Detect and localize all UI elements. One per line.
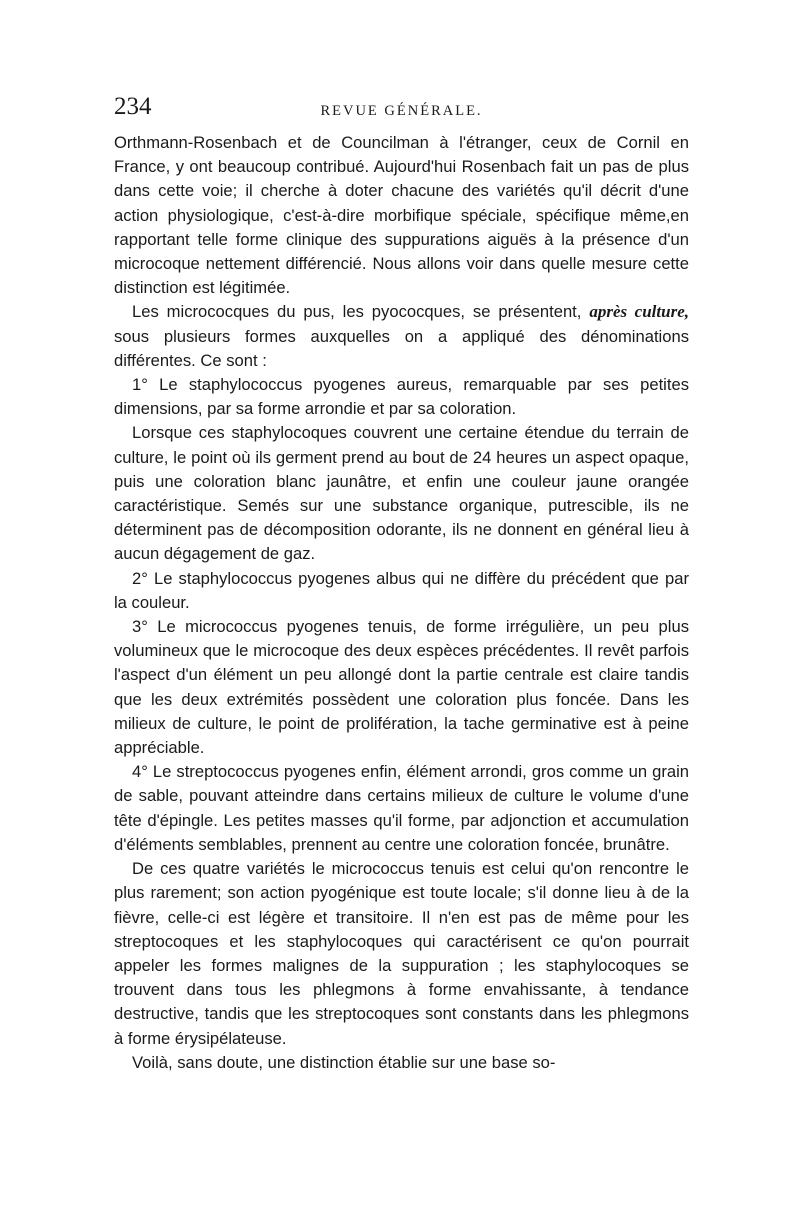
page-number: 234 bbox=[114, 93, 152, 120]
paragraph: De ces quatre variétés le micrococcus tenuis est celui qu'on rencontre le plus rarement; son action pyogénique est toute locale; s'il donne lieu à de la fièvre, celle-ci est légère et transitoire. Il n'en est pas de même pour les streptocoques et les staphylocoques qui caractérisent ce qu'on pourrait appeler les formes malignes de la suppuration ; les staphylocoques se trouvent dans tous les phlegmons à forme envahissante, à tendance destructive, tandis que les streptocoques sont constants dans les phlegmons à forme érysipélateuse. bbox=[114, 859, 689, 1048]
paragraph-text: Les micrococques du pus, les pyococques, se présentent, bbox=[132, 302, 590, 322]
paragraph: 3° Le micrococcus pyogenes tenuis, de forme irrégulière, un peu plus volumineux que le microcoque des deux espèces précédentes. Il revêt parfois l'aspect d'un élément un peu allongé dont la partie centrale est claire tandis que les deux extrémités possèdent une coloration plus foncée. Dans les milieux de culture, le point de prolifération, la tache germinative est à peine appréciable. bbox=[114, 617, 689, 758]
emphasis-text: après culture, bbox=[589, 302, 689, 322]
paragraph: 4° Le streptococcus pyogenes enfin, élément arrondi, gros comme un grain de sable, pouvant atteindre dans certains milieux de culture le volume d'une tête d'épingle. Les petites masses qu'il forme, par adjonction et accumulation d'éléments semblables, prennent au centre une coloration foncée, brunâtre. bbox=[114, 762, 689, 854]
paragraph: Lorsque ces staphylocoques couvrent une certaine étendue du terrain de culture, le point où ils germent prend au bout de 24 heures un aspect opaque, puis une coloration blanc jaunâtre, et enfin une couleur jaune orangée caractéristique. Semés sur une substance organique, putrescible, ils ne déterminent pas de décomposition odorante, ils ne donnent en général lieu à aucun dégagement de gaz. bbox=[114, 423, 689, 564]
paragraph: 2° Le staphylococcus pyogenes albus qui ne diffère du précédent que par la couleur. bbox=[114, 568, 689, 612]
paragraph: 1° Le staphylococcus pyogenes aureus, remarquable par ses petites dimensions, par sa forme arrondie et par sa coloration. bbox=[114, 375, 689, 419]
paragraph: Orthmann-Rosenbach et de Councilman à l'étranger, ceux de Cornil en France, y ont beaucoup contribué. Aujourd'hui Rosenbach fait un pas de plus dans cette voie; il cherche à doter chacune des variétés qu'il décrit d'une action physiologique, c'est-à-dire morbifique spéciale, spécifique même,en rapportant telle forme clinique des suppurations aiguës à la présence d'un microcoque nettement différencié. Nous allons voir dans quelle mesure cette distinction est légitimée. bbox=[114, 133, 689, 298]
page-header bbox=[114, 92, 689, 124]
paragraph-text: sous plusieurs formes auxquelles on a appliqué des dénominations différentes. Ce sont : bbox=[114, 326, 689, 370]
paragraph: Voilà, sans doute, une distinction établie sur une base so- bbox=[132, 1052, 556, 1072]
paragraph bbox=[114, 300, 689, 373]
running-head: REVUE GÉNÉRALE. bbox=[320, 103, 483, 119]
body-text bbox=[114, 131, 689, 1075]
